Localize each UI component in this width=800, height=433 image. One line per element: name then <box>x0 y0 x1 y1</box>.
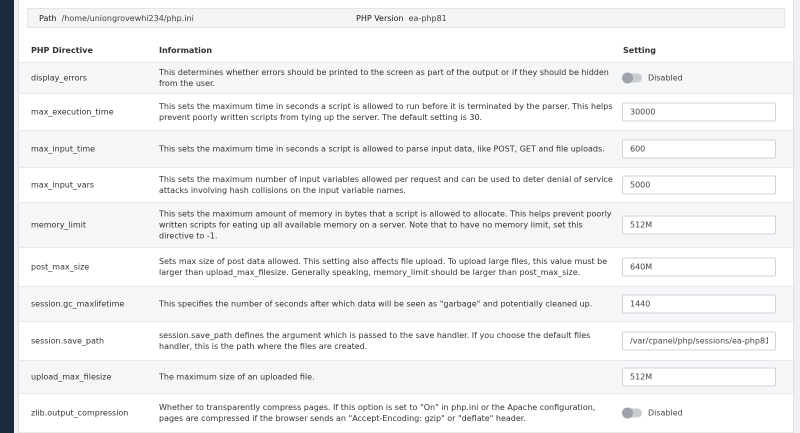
directive-info: This determines whether errors should be printed to the screen as part of the output or if they should be hidden from the user. <box>159 68 609 88</box>
max-execution-time-input[interactable] <box>622 103 776 122</box>
table-row <box>19 394 793 433</box>
path-info <box>39 14 194 23</box>
php-version-value: ea-php81 <box>408 13 447 23</box>
directive-name: session.gc_maxlifetime <box>31 299 125 309</box>
toggle-state-label: Disabled <box>648 408 683 418</box>
directive-name: display_errors <box>31 73 87 83</box>
session-save-path-input[interactable] <box>622 332 776 351</box>
session-gc-maxlifetime-input[interactable] <box>622 295 776 314</box>
directive-name: max_execution_time <box>31 107 114 117</box>
directive-info: The maximum size of an uploaded file. <box>159 372 315 382</box>
memory-limit-input[interactable] <box>622 216 776 235</box>
directive-info: Sets max size of post data allowed. This setting also affects file upload. To upload large files, this value must be larger than upload_max_filesize. Generally speaking, memory_limit should be larger than post_max_size. <box>159 257 608 277</box>
table-row <box>19 168 793 203</box>
max-input-vars-input[interactable] <box>622 176 776 195</box>
column-header-setting: Setting <box>623 46 656 55</box>
directive-info: Whether to transparently compress pages. If this option is set to "On" in php.ini or the Apache configuration, pages are compressed if the browser sends an "Accept-Encoding: gzip" or "deflate" header. <box>159 403 596 423</box>
toggle-state-label: Disabled <box>648 73 683 83</box>
directive-info: This sets the maximum time in seconds a script is allowed to run before it is terminated by the parser. This helps prevent poorly written scripts from tying up the server. The default setting is 30. <box>159 102 613 122</box>
directives-table-body <box>19 63 793 433</box>
php-ini-editor-panel <box>18 0 794 433</box>
directive-info: This sets the maximum time in seconds a script is allowed to parse input data, like POST, GET and file uploads. <box>159 144 605 154</box>
table-row <box>19 63 793 94</box>
directive-info: This sets the maximum amount of memory in bytes that a script is allowed to allocate. This helps prevent poorly written scripts for eating up all available memory on a server. Note that to have no memory limit, set this directive to -1. <box>159 209 612 241</box>
toggle-knob <box>622 408 633 419</box>
post-max-size-input[interactable] <box>622 258 776 277</box>
table-row <box>19 287 793 322</box>
directive-name: post_max_size <box>31 262 90 272</box>
toggle-switch[interactable] <box>622 409 642 418</box>
directive-name: memory_limit <box>31 220 87 230</box>
table-row <box>19 248 793 287</box>
table-header <box>19 38 793 63</box>
table-row <box>19 203 793 248</box>
table-row <box>19 322 793 361</box>
directive-info: This specifies the number of seconds after which data will be seen as "garbage" and potentially cleaned up. <box>159 299 593 309</box>
toggle-knob <box>622 73 633 84</box>
table-row <box>19 361 793 394</box>
path-value: /home/uniongrovewhi234/php.ini <box>61 13 194 23</box>
max-input-time-input[interactable] <box>622 140 776 159</box>
column-header-directive: PHP Directive <box>31 46 93 55</box>
upload-max-filesize-input[interactable] <box>622 368 776 387</box>
toggle-switch[interactable] <box>622 74 642 83</box>
php-version-label: PHP Version <box>356 13 404 23</box>
sidebar-edge <box>0 0 14 433</box>
directive-name: max_input_time <box>31 144 96 154</box>
php-version-info <box>356 14 447 23</box>
path-label: Path <box>39 13 57 23</box>
display-errors-toggle[interactable] <box>622 74 683 83</box>
directive-name: max_input_vars <box>31 180 95 190</box>
table-row <box>19 131 793 168</box>
table-row <box>19 94 793 131</box>
ini-info-bar <box>27 8 785 28</box>
zlib-output-compression-toggle[interactable] <box>622 409 683 418</box>
directive-name: session.save_path <box>31 336 105 346</box>
directive-info: This sets the maximum number of input variables allowed per request and can be used to deter denial of service attacks involving hash collisions on the input variable names. <box>159 175 613 195</box>
directive-name: upload_max_filesize <box>31 372 112 382</box>
directive-info: session.save_path defines the argument which is passed to the save handler. If you choose the default files handler, this is the path where the files are created. <box>159 331 591 351</box>
directive-name: zlib.output_compression <box>31 408 129 418</box>
column-header-information: Information <box>159 46 213 55</box>
